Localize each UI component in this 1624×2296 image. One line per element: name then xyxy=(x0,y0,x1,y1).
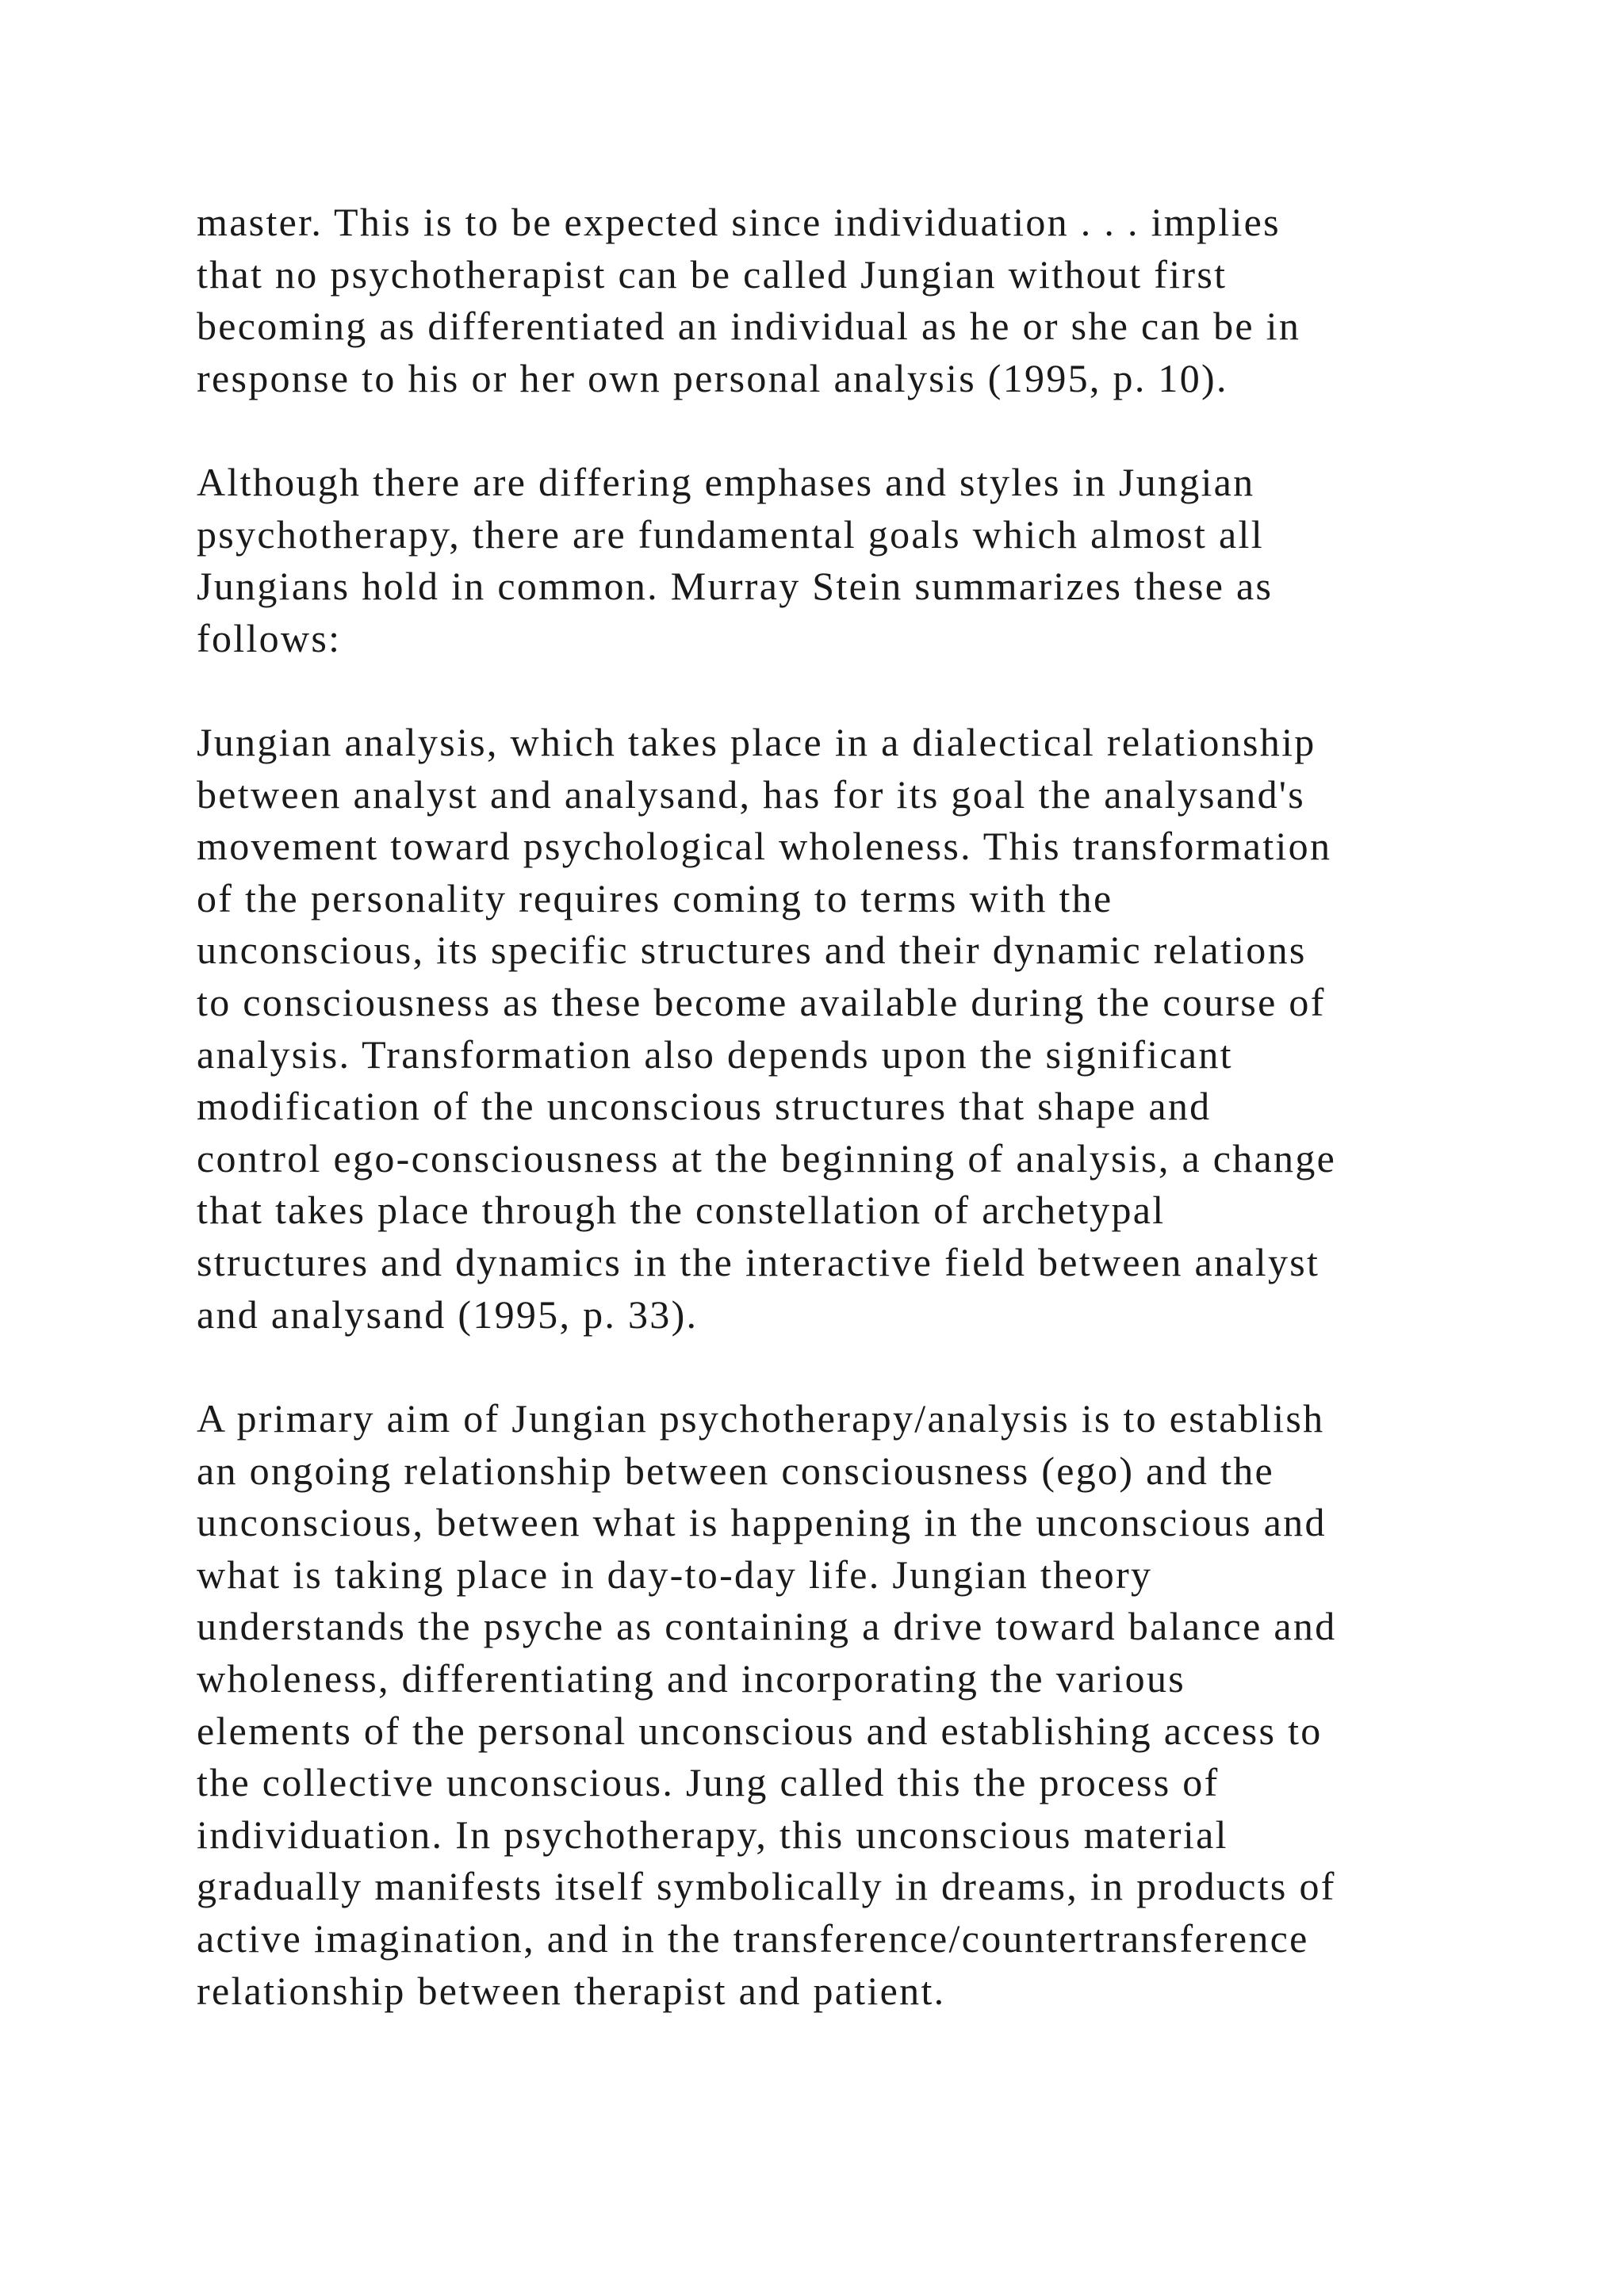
text-line: the collective unconscious. Jung called this the process of xyxy=(197,1760,1220,1805)
paragraph-goals-intro xyxy=(197,457,1529,664)
text-line: follows: xyxy=(197,615,342,660)
paragraph-stein-quote xyxy=(197,717,1529,1341)
text-line: individuation. In psychotherapy, this unconscious material xyxy=(197,1812,1228,1857)
text-line: to consciousness as these become available during the course of xyxy=(197,979,1326,1024)
paragraph-primary-aim xyxy=(197,1393,1529,2017)
text-line: what is taking place in day-to-day life. Jungian theory xyxy=(197,1552,1153,1597)
text-line: Although there are differing emphases and styles in Jungian xyxy=(197,460,1255,504)
text-line: master. This is to be expected since individuation . . . implies xyxy=(197,200,1281,244)
text-line: elements of the personal unconscious and establishing access to xyxy=(197,1708,1323,1753)
text-line: response to his or her own personal analysis (1995, p. 10). xyxy=(197,355,1228,400)
text-line: and analysand (1995, p. 33). xyxy=(197,1292,699,1337)
text-line: an ongoing relationship between consciousness (ego) and the xyxy=(197,1448,1274,1493)
text-line: understands the psyche as containing a drive toward balance and xyxy=(197,1604,1337,1649)
text-line: structures and dynamics in the interactive field between analyst xyxy=(197,1239,1320,1284)
text-line: modification of the unconscious structures that shape and xyxy=(197,1084,1212,1129)
text-line: control ego-consciousness at the beginning of analysis, a change xyxy=(197,1135,1337,1181)
text-line: analysis. Transformation also depends upon the significant xyxy=(197,1031,1233,1077)
text-line: relationship between therapist and patient. xyxy=(197,1968,946,2013)
text-line: movement toward psychological wholeness. This transformation xyxy=(197,824,1332,869)
text-line: psychotherapy, there are fundamental goals which almost all xyxy=(197,511,1264,557)
text-line: active imagination, and in the transference/countertransference xyxy=(197,1915,1309,1961)
text-line: of the personality requires coming to terms with the xyxy=(197,875,1113,920)
text-line: unconscious, between what is happening in the unconscious and xyxy=(197,1500,1327,1545)
text-line: becoming as differentiated an individual as he or she can be in xyxy=(197,304,1301,349)
text-line: that no psychotherapist can be called Jungian without first xyxy=(197,251,1228,297)
paragraph-quote-continuation xyxy=(197,197,1529,404)
text-line: gradually manifests itself symbolically in dreams, in products of xyxy=(197,1864,1336,1909)
text-line: Jungians hold in common. Murray Stein summarizes these as xyxy=(197,564,1274,609)
text-line: between analyst and analysand, has for its goal the analysand's xyxy=(197,771,1305,817)
text-line: that takes place through the constellation of archetypal xyxy=(197,1188,1166,1233)
text-line: A primary aim of Jungian psychotherapy/analysis is to establish xyxy=(197,1396,1325,1441)
text-line: unconscious, its specific structures and their dynamic relations xyxy=(197,928,1307,973)
text-line: wholeness, differentiating and incorporating the various xyxy=(197,1655,1186,1701)
text-line: Jungian analysis, which takes place in a dialectical relationship xyxy=(197,720,1316,764)
